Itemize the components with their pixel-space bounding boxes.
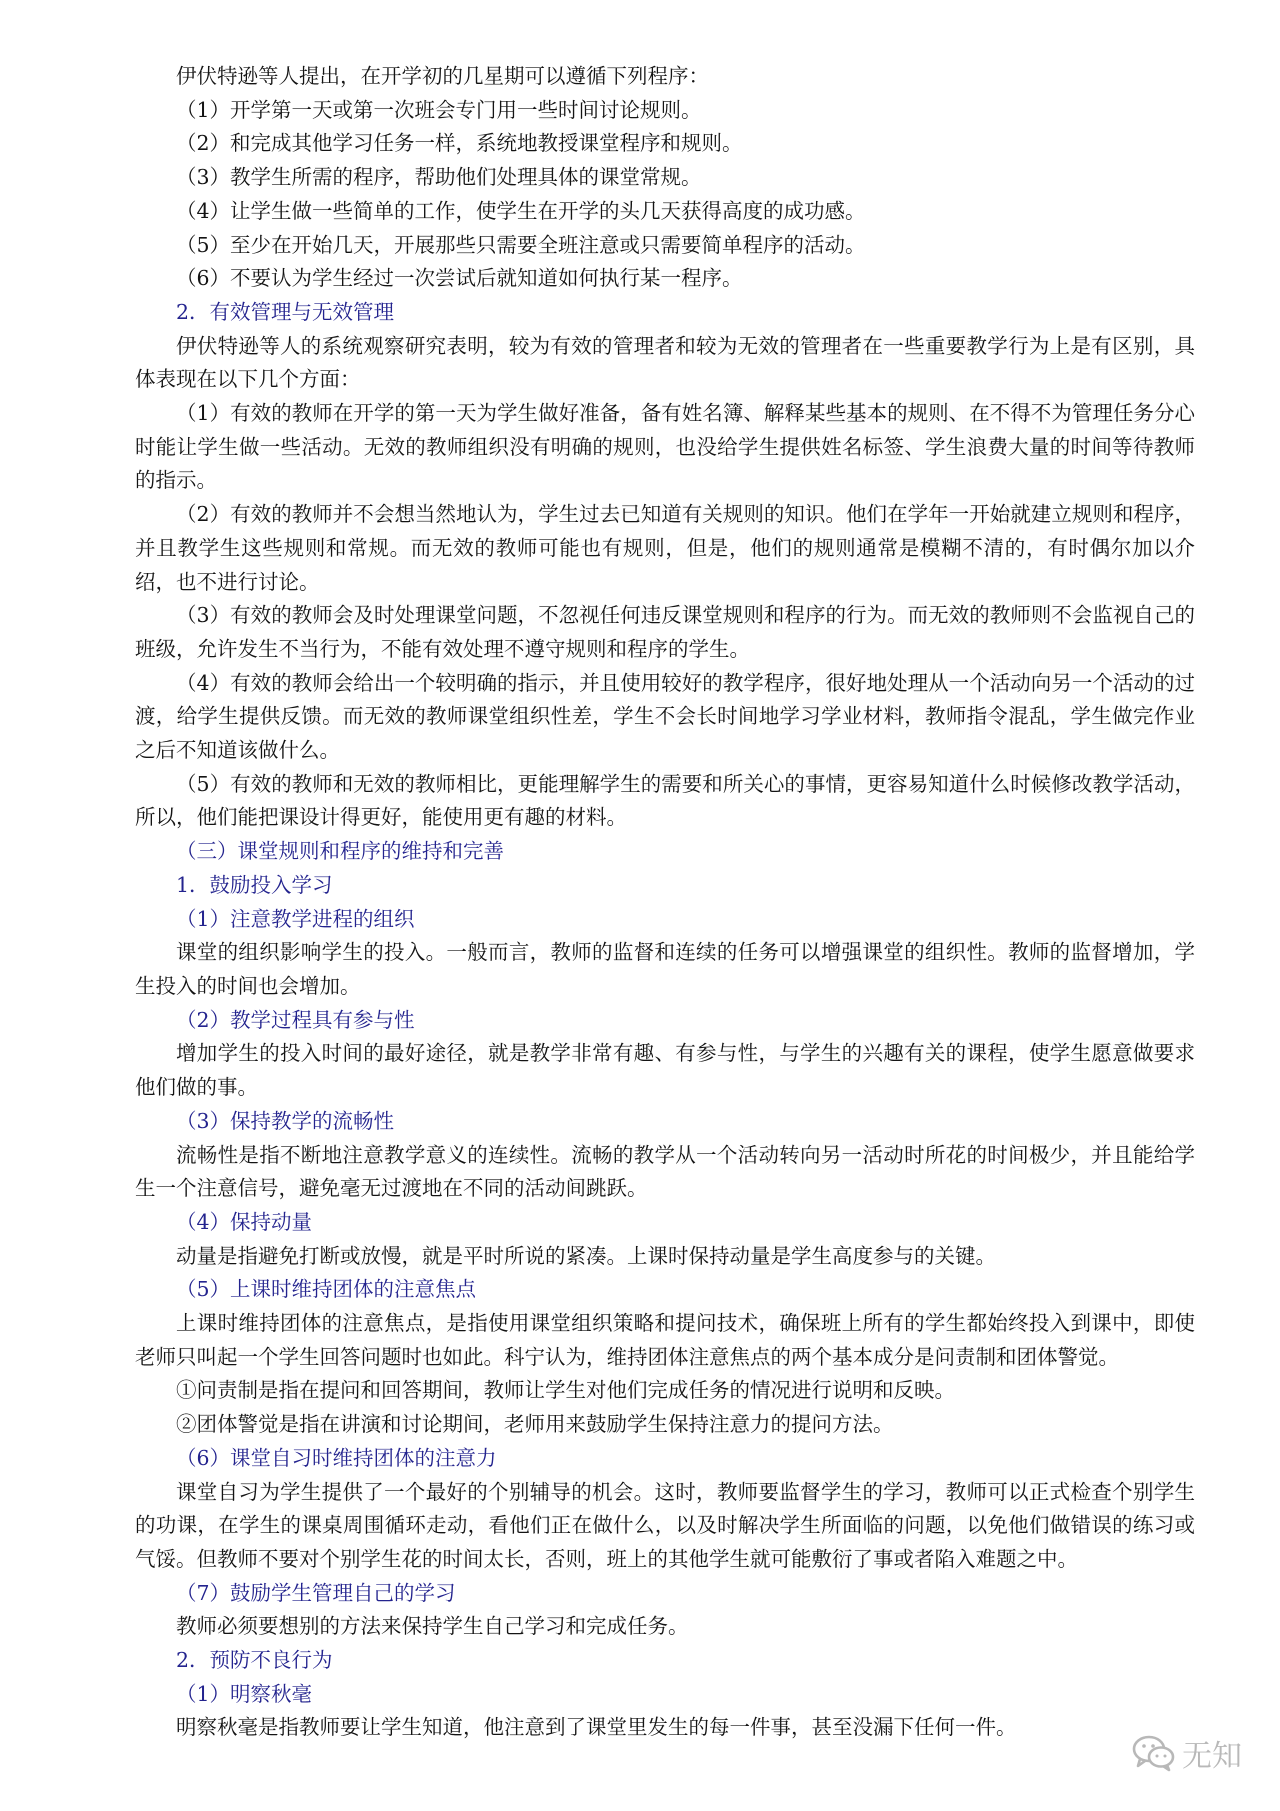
comparison-point: （4）有效的教师会给出一个较明确的指示，并且使用较好的教学程序，很好地处理从一个活动向另一个活动的过渡，给学生提供反馈。而无效的教师课堂组织性差，学生不会长时间地学习学业材料，教师指令混乱，学生做完作业之后不知道该做什么。 — [135, 670, 1195, 763]
item-body: 增加学生的投入时间的最好途径，就是教学非常有趣、有参与性，与学生的兴趣有关的课程，使学生愿意做要求他们做的事。 — [135, 1041, 1195, 1100]
section-heading: 2．有效管理与无效管理 — [176, 299, 395, 324]
item-body: 上课时维持团体的注意焦点，是指使用课堂组织策略和提问技术，确保班上所有的学生都始终投入到课中，即使老师只叫起一个学生回答问题时也如此。科宁认为，维持团体注意焦点的两个基本成分是问责制和团体警觉。 — [135, 1311, 1195, 1369]
item-title: （1）注意教学进程的组织 — [176, 906, 415, 931]
item-body: 流畅性是指不断地注意教学意义的连续性。流畅的教学从一个活动转向另一活动时所花的时间极少，并且能给学生一个注意信号，避免毫无过渡地在不同的活动间跳跃。 — [135, 1142, 1195, 1201]
comparison-point: （3）有效的教师会及时处理课堂问题，不忽视任何违反课堂规则和程序的行为。而无效的教师则不会监视自己的班级，允许发生不当行为，不能有效处理不遵守规则和程序的学生。 — [135, 603, 1195, 661]
item-note: ①问责制是指在提问和回答期间，教师让学生对他们完成任务的情况进行说明和反映。 — [176, 1378, 955, 1403]
chapter-heading: （三）课堂规则和程序的维持和完善 — [176, 839, 504, 864]
item-title: （2）教学过程具有参与性 — [176, 1007, 415, 1032]
intro-lead: 伊伏特逊等人提出，在开学初的几星期可以遵循下列程序： — [176, 64, 709, 88]
document-body — [135, 60, 1195, 1745]
item-body: 课堂自习为学生提供了一个最好的个别辅导的机会。这时，教师要监督学生的学习，教师可以正式检查个别学生的功课，在学生的课桌周围循环走动，看他们正在做什么，以及时解决学生所面临的问题，以免他们做错误的练习或气馁。但教师不要对个别学生花的时间太长，否则，班上的其他学生就可能敷衍了事或者陷入难题之中。 — [135, 1479, 1195, 1571]
intro-step: （6）不要认为学生经过一次尝试后就知道如何执行某一程序。 — [176, 266, 743, 291]
item-title: （4）保持动量 — [176, 1209, 313, 1234]
subsection-heading: 1．鼓励投入学习 — [176, 872, 333, 897]
item-title: （7）鼓励学生管理自己的学习 — [176, 1580, 456, 1605]
item-title: （6）课堂自习时维持团体的注意力 — [176, 1445, 497, 1470]
item-title: （1）明察秋毫 — [176, 1681, 313, 1706]
wechat-icon — [1132, 1734, 1176, 1772]
intro-step: （1）开学第一天或第一次班会专门用一些时间讨论规则。 — [176, 97, 702, 122]
item-title: （5）上课时维持团体的注意焦点 — [176, 1277, 477, 1302]
section-lead: 伊伏特逊等人的系统观察研究表明，较为有效的管理者和较为无效的管理者在一些重要教学行为上是有区别，具体表现在以下几个方面： — [135, 333, 1195, 392]
item-body: 明察秋毫是指教师要让学生知道，他注意到了课堂里发生的每一件事，甚至没漏下任何一件。 — [176, 1715, 1017, 1740]
intro-step: （2）和完成其他学习任务一样，系统地教授课堂程序和规则。 — [176, 131, 743, 156]
comparison-point: （1）有效的教师在开学的第一天为学生做好准备，备有姓名簿、解释某些基本的规则、在不得不为管理任务分心时能让学生做一些活动。无效的教师组织没有明确的规则，也没给学生提供姓名标签、学生浪费大量的时间等待教师的指示。 — [135, 401, 1195, 493]
watermark-text: 无知 — [1182, 1739, 1242, 1774]
item-note: ②团体警觉是指在讲演和讨论期间，老师用来鼓励学生保持注意力的提问方法。 — [176, 1412, 894, 1437]
item-title: （3）保持教学的流畅性 — [176, 1108, 395, 1133]
intro-step: （3）教学生所需的程序，帮助他们处理具体的课堂常规。 — [176, 165, 702, 190]
subsection-heading: 2．预防不良行为 — [176, 1648, 333, 1673]
watermark — [1132, 1731, 1242, 1775]
intro-step: （5）至少在开始几天，开展那些只需要全班注意或只需要简单程序的活动。 — [176, 232, 866, 257]
comparison-point: （2）有效的教师并不会想当然地认为，学生过去已知道有关规则的知识。他们在学年一开始就建立规则和程序，并且教学生这些规则和常规。而无效的教师可能也有规则，但是，他们的规则通常是模糊不清的，有时偶尔加以介绍，也不进行讨论。 — [135, 502, 1195, 594]
item-body: 课堂的组织影响学生的投入。一般而言，教师的监督和连续的任务可以增强课堂的组织性。教师的监督增加，学生投入的时间也会增加。 — [135, 940, 1195, 998]
item-body: 动量是指避免打断或放慢，就是平时所说的紧凑。上课时保持动量是学生高度参与的关键。 — [176, 1243, 996, 1268]
item-body: 教师必须要想别的方法来保持学生自己学习和完成任务。 — [176, 1614, 689, 1639]
comparison-point: （5）有效的教师和无效的教师相比，更能理解学生的需要和所关心的事情，更容易知道什么时候修改教学活动，所以，他们能把课设计得更好，能使用更有趣的材料。 — [135, 771, 1195, 830]
intro-step: （4）让学生做一些简单的工作，使学生在开学的头几天获得高度的成功感。 — [176, 198, 866, 223]
